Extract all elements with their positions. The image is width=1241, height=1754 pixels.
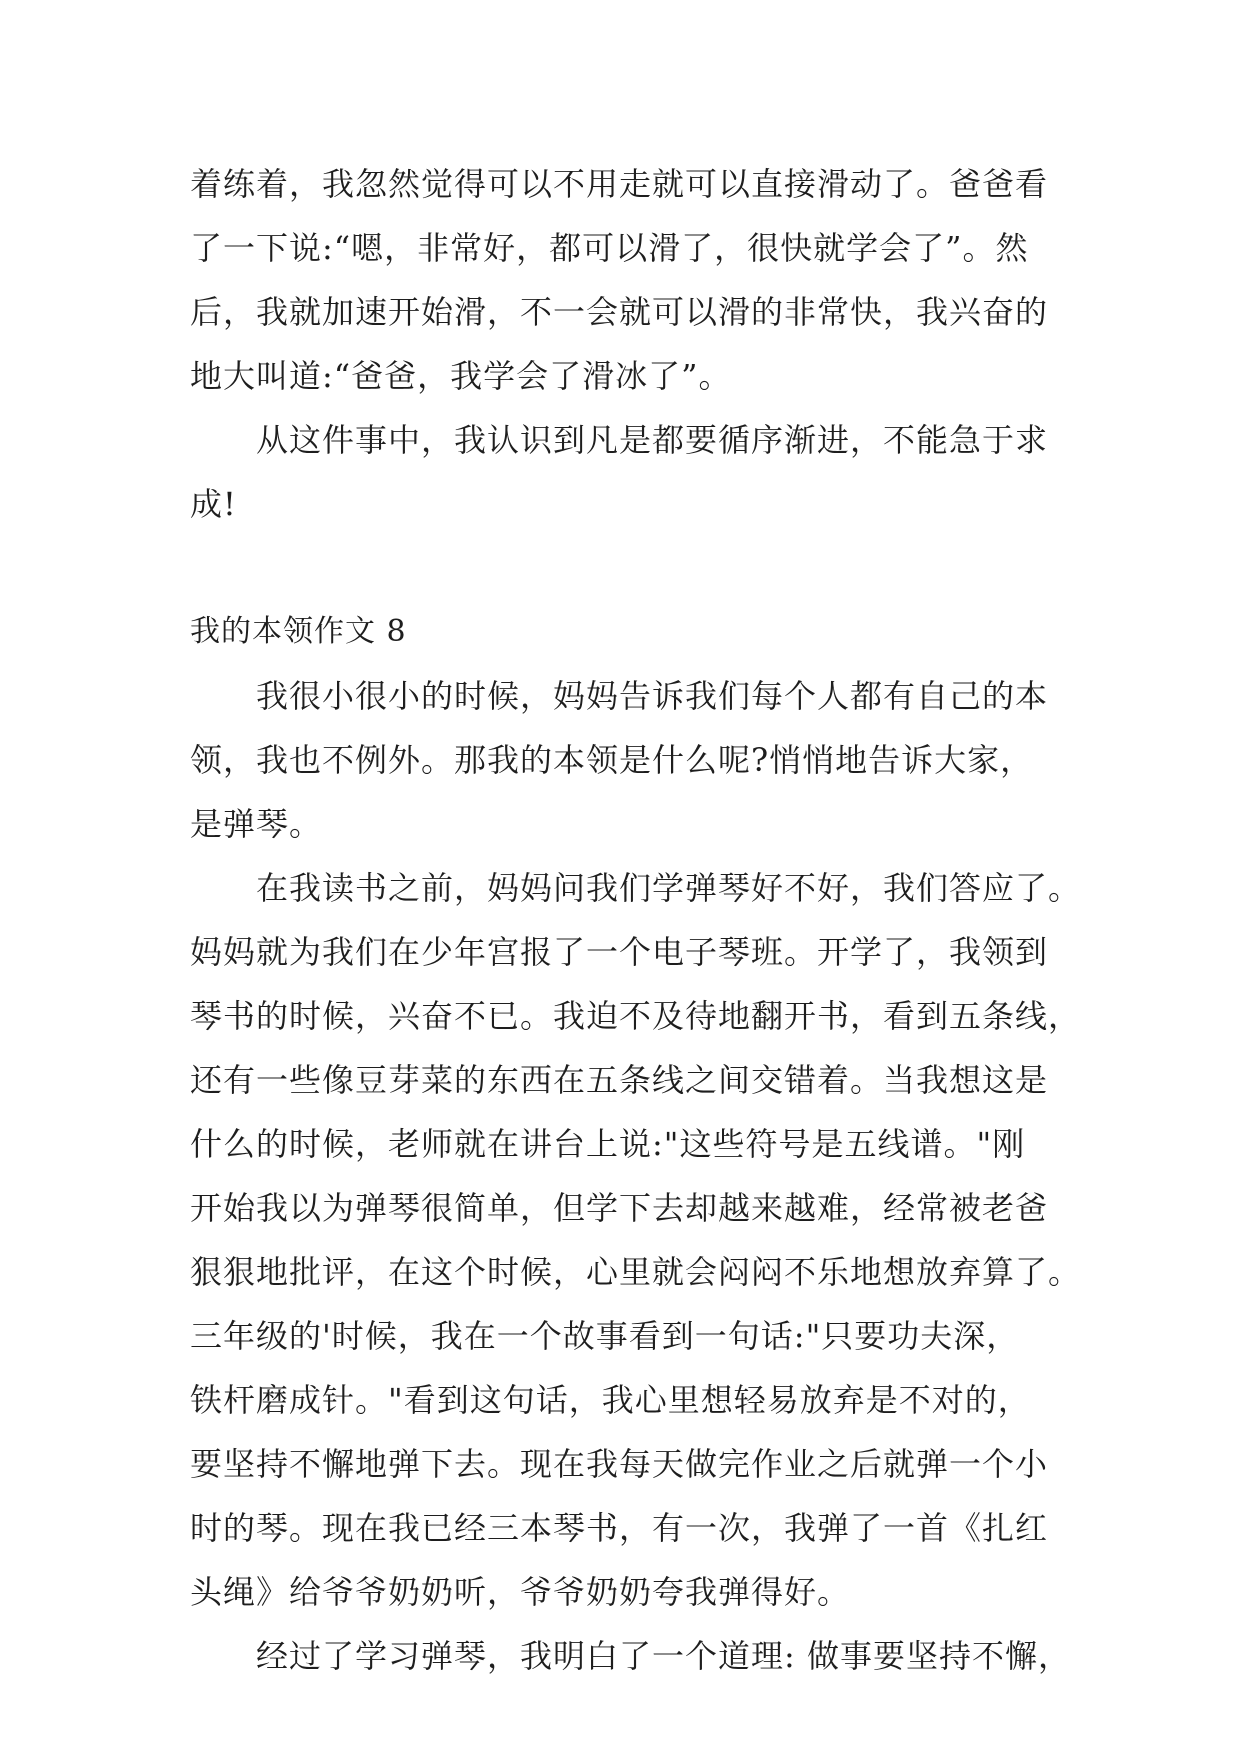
text-line: 头绳》给爷爷奶奶听，爷爷奶奶夸我弹得好。: [190, 1573, 851, 1611]
text-line: 三年级的'时候，我在一个故事看到一句话:"只要功夫深，: [190, 1317, 1020, 1355]
paragraph-first-line: 经过了学习弹琴，我明白了一个道理: 做事要坚持不懈，: [256, 1637, 1071, 1675]
text-line: 了一下说:“嗯，非常好，都可以滑了，很快就学会了”。然: [190, 229, 1029, 267]
text-line: 什么的时候，老师就在讲台上说:"这些符号是五线谱。"刚: [190, 1125, 1026, 1163]
text-line: 开始我以为弹琴很简单，但学下去却越来越难，经常被老爸: [190, 1189, 1049, 1227]
text-line: 地大叫道:“爸爸，我学会了滑冰了”。: [190, 357, 732, 395]
paragraph-first-line: 在我读书之前，妈妈问我们学弹琴好不好，我们答应了。: [256, 869, 1082, 907]
text-line: 着练着，我忽然觉得可以不用走就可以直接滑动了。爸爸看: [190, 165, 1049, 203]
paragraph-first-line: 我很小很小的时候，妈妈告诉我们每个人都有自己的本: [256, 677, 1049, 715]
section-heading: 我的本领作文 8: [190, 614, 407, 649]
text-line: 时的琴。现在我已经三本琴书，有一次，我弹了一首《扎红: [190, 1509, 1049, 1547]
text-line: 妈妈就为我们在少年宫报了一个电子琴班。开学了，我领到: [190, 933, 1049, 971]
text-line: 狠狠地批评，在这个时候，心里就会闷闷不乐地想放弃算了。: [190, 1253, 1082, 1291]
text-line: 琴书的时候，兴奋不已。我迫不及待地翻开书，看到五条线，: [190, 997, 1082, 1035]
document-body: [190, 152, 1082, 1688]
text-line: 后，我就加速开始滑，不一会就可以滑的非常快，我兴奋的: [190, 293, 1049, 331]
paragraph-first-line: 从这件事中，我认识到凡是都要循序渐进，不能急于求: [256, 421, 1049, 459]
text-line: 铁杆磨成针。"看到这句话，我心里想轻易放弃是不对的，: [190, 1381, 1031, 1419]
blank-line: [190, 536, 1050, 600]
text-line: 要坚持不懈地弹下去。现在我每天做完作业之后就弹一个小: [190, 1445, 1049, 1483]
text-line: 是弹琴。: [190, 805, 323, 843]
text-line: 成!: [190, 485, 237, 523]
text-line: 领，我也不例外。那我的本领是什么呢?悄悄地告诉大家，: [190, 741, 1034, 779]
text-line: 还有一些像豆芽菜的东西在五条线之间交错着。当我想这是: [190, 1061, 1049, 1099]
